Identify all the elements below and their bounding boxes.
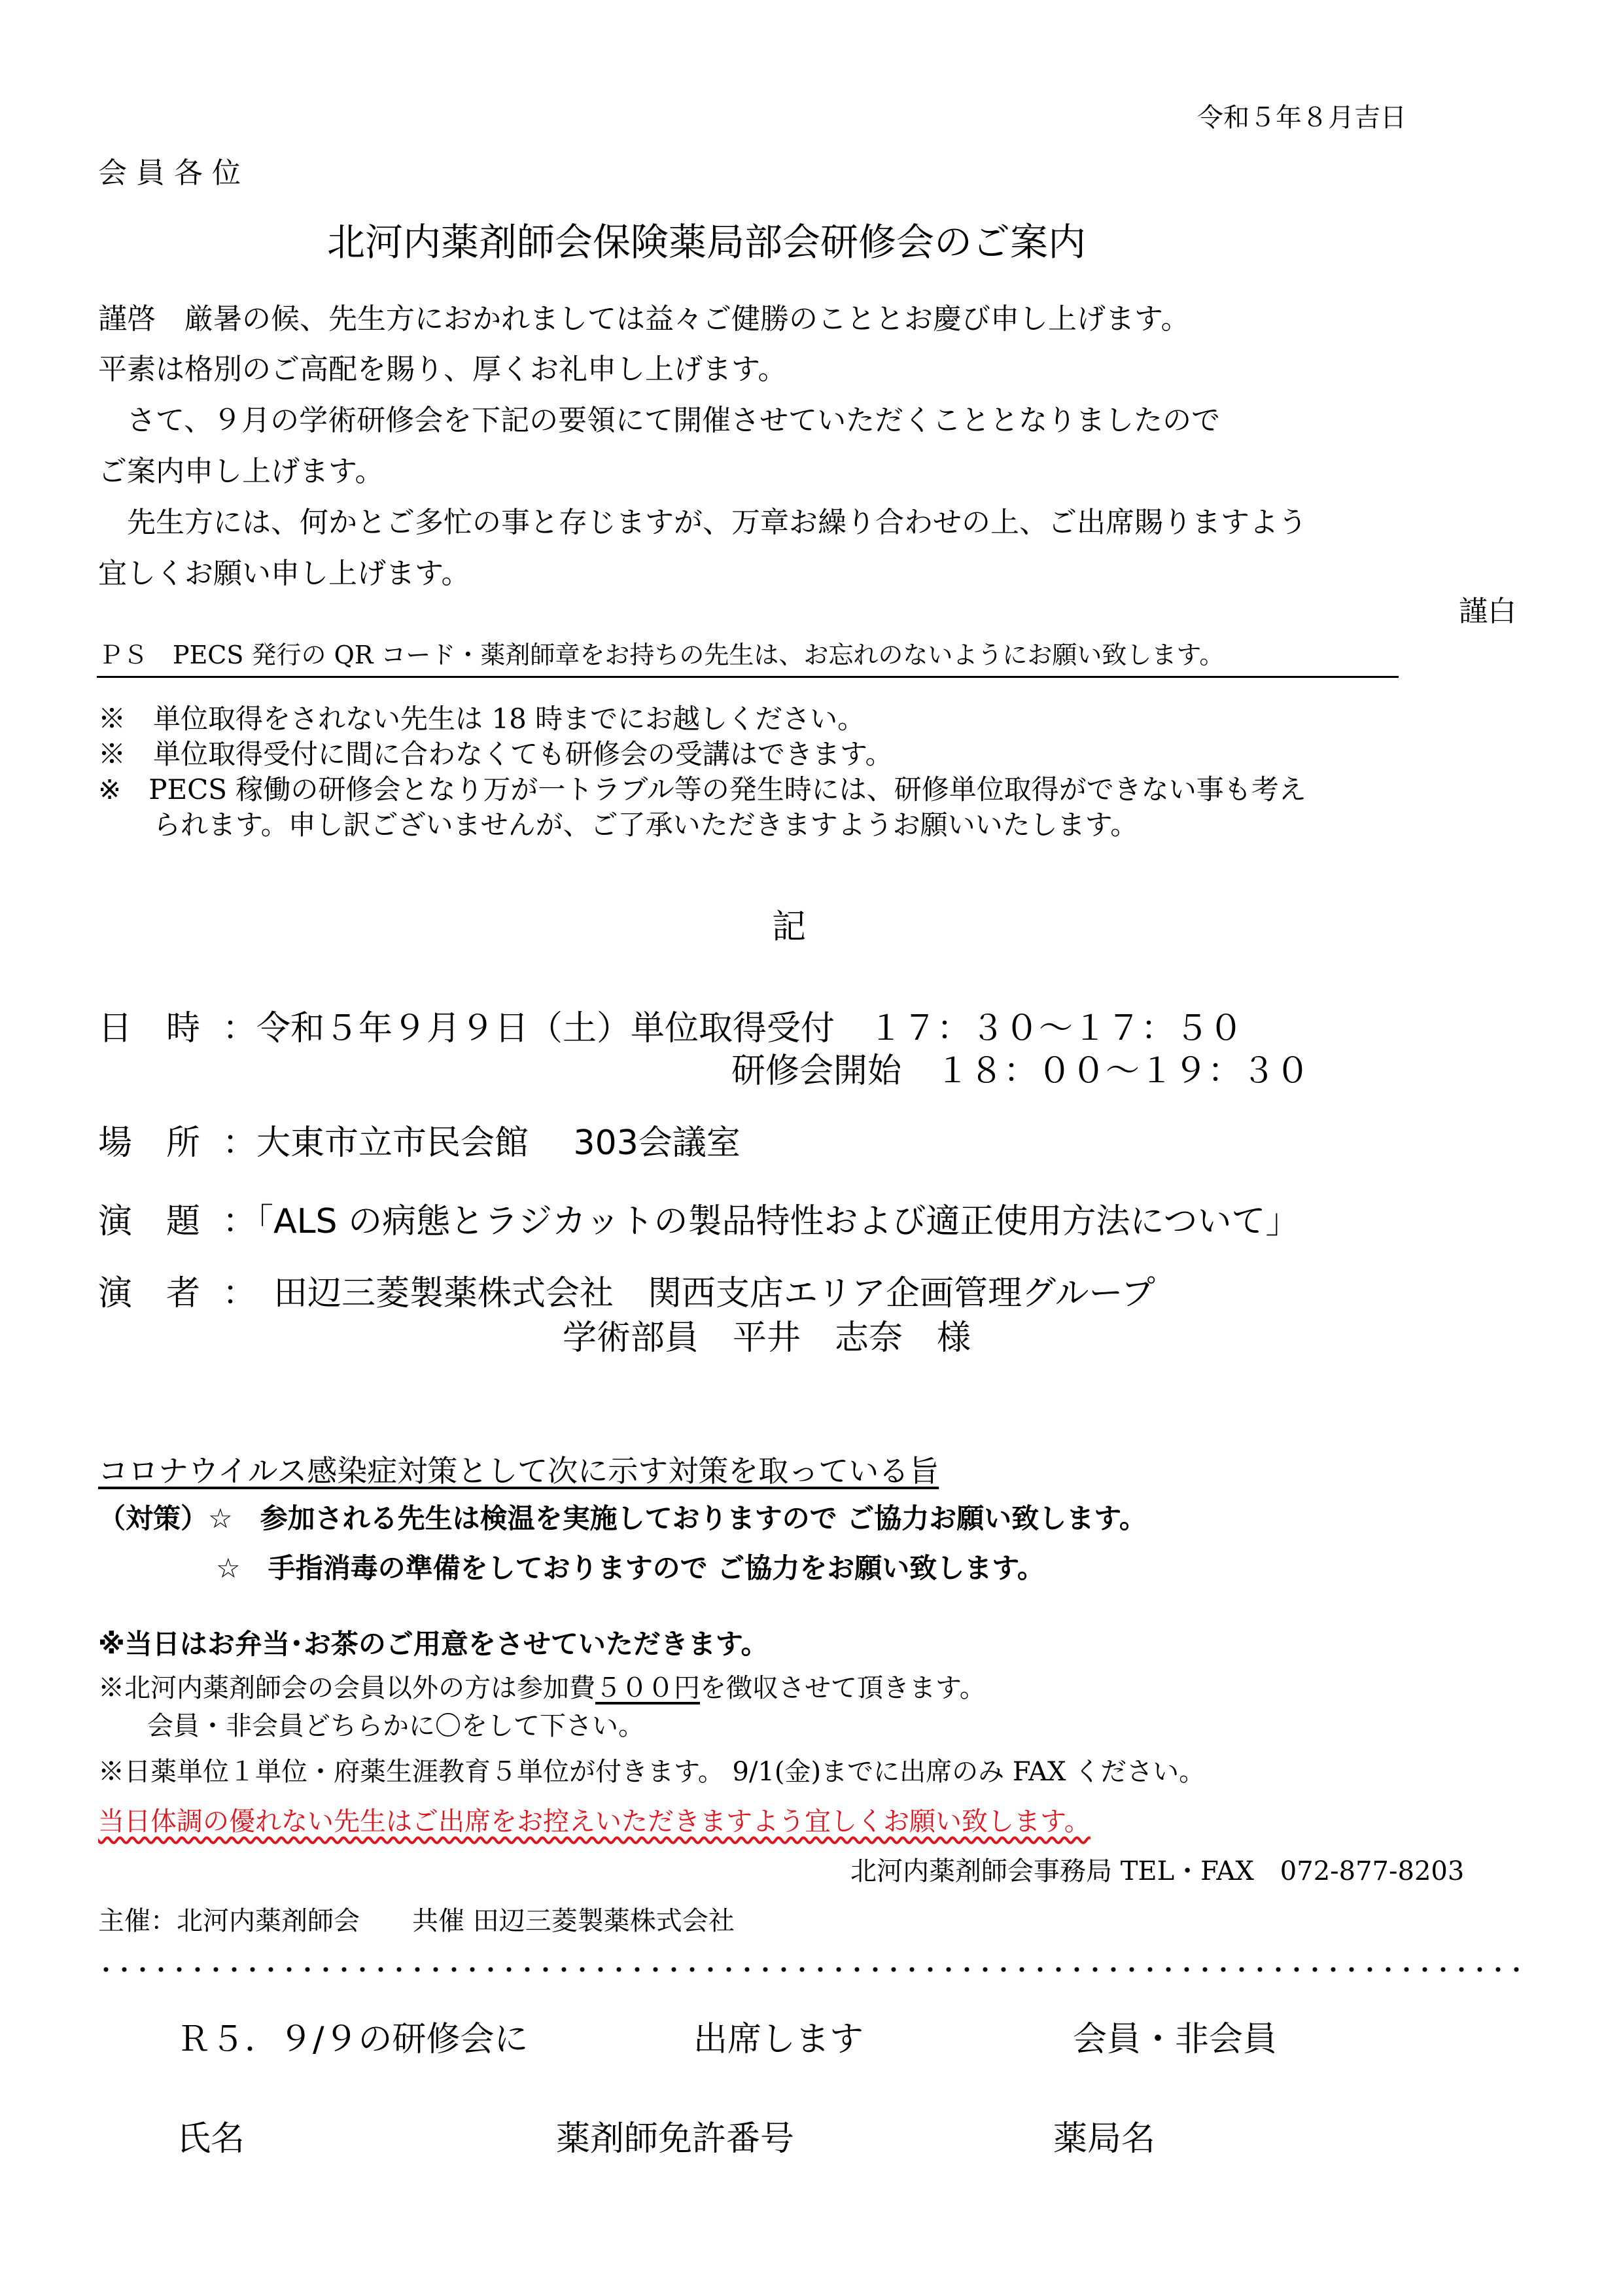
credit-note: ※日薬単位１単位・府薬生涯教育５単位が付きます。 9/1(金)までに出席のみ FAX ください。 [98, 1757, 1206, 1787]
fee-amount: ５００円 [595, 1673, 700, 1703]
note-item: ※ 単位取得をされない先生は 18 時までにお越しください。 [98, 703, 865, 735]
fee-note [98, 1670, 986, 1706]
datetime-label: 日 時 [98, 1009, 201, 1048]
intro-line: 謹啓 厳暑の候、先生方におかれましては益々ご健勝のこととお慶び申し上げます。 [98, 302, 1190, 336]
topic-value: ：「ALS の病態とラジカットの製品特性および適正使用方法について」 [222, 1202, 1300, 1241]
place-value: ：大東市立市民会館 303会議室 [222, 1123, 741, 1163]
fee-note-post: を徴収させて頂きます。 [700, 1673, 986, 1703]
datetime-value: ：令和５年９月９日（土）単位取得受付 １７：３０～１７：５０ [222, 1009, 1244, 1048]
note-item: ※ PECS 稼働の研修会となり万が一トラブル等の発生時には、研修単位取得ができない事も考え [98, 773, 1306, 805]
intro-line: 先生方には、何かとご多忙の事と存じますが、万章お繰り合わせの上、ご出席賜りますよう [98, 506, 1307, 539]
intro-line: さて、９月の学術研修会を下記の要領にて開催させていただくこととなりましたので [98, 404, 1221, 437]
form-member-choice[interactable]: 会員・非会員 [1073, 2020, 1278, 2059]
form-license-field[interactable]: 薬剤師免許番号 [556, 2119, 795, 2159]
issue-date: 令和５年８月吉日 [1197, 103, 1406, 133]
form-pharmacy-field[interactable]: 薬局名 [1053, 2119, 1156, 2159]
covid-measure: ☆ 手指消毒の準備をしておりますので ご協力をお願い致します。 [216, 1552, 1045, 1584]
office-contact: 北河内薬剤師会事務局 TEL・FAX 072-877-8203 [850, 1856, 1465, 1886]
bento-note: ※当日はお弁当･お茶のご用意をさせていただきます。 [98, 1628, 769, 1660]
fee-note-pre: ※北河内薬剤師会の会員以外の方は参加費 [98, 1673, 595, 1703]
member-note: 会員・非会員どちらかに〇をして下さい。 [147, 1711, 644, 1741]
speaker-affiliation: ： 田辺三菱製薬株式会社 関西支店エリア企画管理グループ [222, 1274, 1155, 1313]
speaker-name: 学術部員 平井 志奈 様 [563, 1318, 971, 1358]
note-item: ※ 単位取得受付に間に合わなくても研修会の受講はできます。 [98, 738, 893, 770]
topic-label: 演 題 [98, 1202, 201, 1241]
ki-heading: 記 [772, 908, 807, 947]
form-attend[interactable]: 出席します [693, 2020, 864, 2059]
note-item: られます。申し訳ございませんが、ご了承いただきますようお願いいたします。 [98, 809, 1138, 841]
intro-line: ご案内申し上げます。 [98, 455, 384, 488]
closing-word: 謹白 [1459, 595, 1516, 628]
page-title: 北河内薬剤師会保険薬局部会研修会のご案内 [327, 220, 1087, 264]
covid-measure: （対策）☆ 参加される先生は検温を実施しておりますので ご協力お願い致します。 [98, 1502, 1147, 1534]
ps-note: ＰＳ PECS 発行の QR コード・薬剤師章をお持ちの先生は、お忘れのないようにお願い致します。 [98, 641, 1225, 669]
intro-line: 宜しくお願い申し上げます。 [98, 557, 470, 590]
ps-underline [97, 676, 1399, 678]
intro-line: 平素は格別のご高配を賜り、厚くお礼申し上げます。 [98, 353, 787, 386]
place-label: 場 所 [98, 1123, 201, 1163]
cut-line [97, 1966, 1529, 1973]
addressee: 会 員 各 位 [98, 156, 241, 190]
health-note: 当日体調の優れない先生はご出席をお控えいただきますよう宜しくお願い致します。 [98, 1807, 1091, 1837]
form-name-field[interactable]: 氏名 [177, 2119, 245, 2159]
organizer-line: 主催：北河内薬剤師会 共催 田辺三菱製薬株式会社 [98, 1906, 735, 1936]
covid-heading: コロナウイルス感染症対策として次に示す対策を取っている旨 [98, 1453, 939, 1489]
datetime-value-start: 研修会開始 １８：００～１９：３０ [731, 1051, 1310, 1091]
speaker-label: 演 者 [98, 1274, 201, 1313]
form-event: Ｒ５．９/９の研修会に [177, 2020, 529, 2059]
